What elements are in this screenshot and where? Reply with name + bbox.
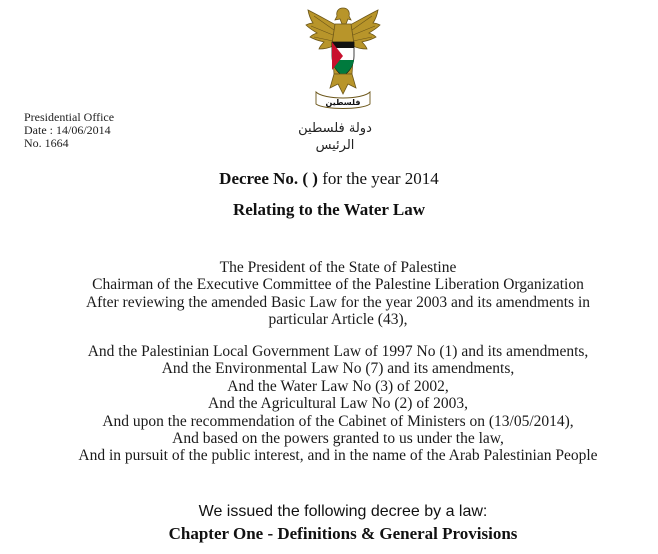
palestine-eagle-emblem-icon: [302, 4, 384, 114]
reference-line: And the Agricultural Law No (2) of 2003,: [208, 395, 468, 413]
preamble: [0, 259, 658, 329]
preamble-line: After reviewing the amended Basic Law for the year 2003 and its amendments in: [85, 293, 590, 311]
reference-line: And the Environmental Law No (7) and its amendments,: [161, 360, 515, 378]
decree-title-suffix: for the year 2014: [317, 169, 439, 188]
decree-date: Date : 14/06/2014: [24, 123, 111, 137]
arabic-president: الرئيس: [315, 138, 355, 153]
arabic-state: دولة فلسطين: [298, 121, 372, 136]
reference-line: And upon the recommendation of the Cabinet of Ministers on (13/05/2014),: [102, 412, 574, 430]
reference-line: And in pursuit of the public interest, and in the name of the Arab Palestinian People: [78, 447, 598, 465]
office-block: [24, 111, 114, 150]
decree-title: [0, 169, 658, 189]
decree-title-prefix: Decree No. ( ): [219, 169, 318, 188]
decree-subtitle: Relating to the Water Law: [232, 200, 426, 219]
office-name: Presidential Office: [24, 110, 115, 124]
arabic-header: [280, 120, 390, 154]
decree-number: No. 1664: [24, 136, 69, 150]
preamble-line: Chairman of the Executive Committee of the Palestine Liberation Organization: [92, 276, 584, 294]
reference-line: And the Palestinian Local Government Law of 1997 No (1) and its amendments,: [87, 343, 589, 360]
reference-line: And the Water Law No (3) of 2002,: [227, 377, 449, 395]
issued-statement: We issued the following decree by a law:: [198, 503, 488, 520]
reference-line: And based on the powers granted to us under the law,: [172, 430, 504, 448]
preamble-line: particular Article (43),: [268, 311, 408, 329]
chapter-heading: Chapter One - Definitions & General Provisions: [168, 524, 518, 543]
legal-references: [0, 343, 658, 465]
emblem-script: فلسطين: [325, 98, 361, 107]
preamble-line: The President of the State of Palestine: [219, 259, 457, 276]
